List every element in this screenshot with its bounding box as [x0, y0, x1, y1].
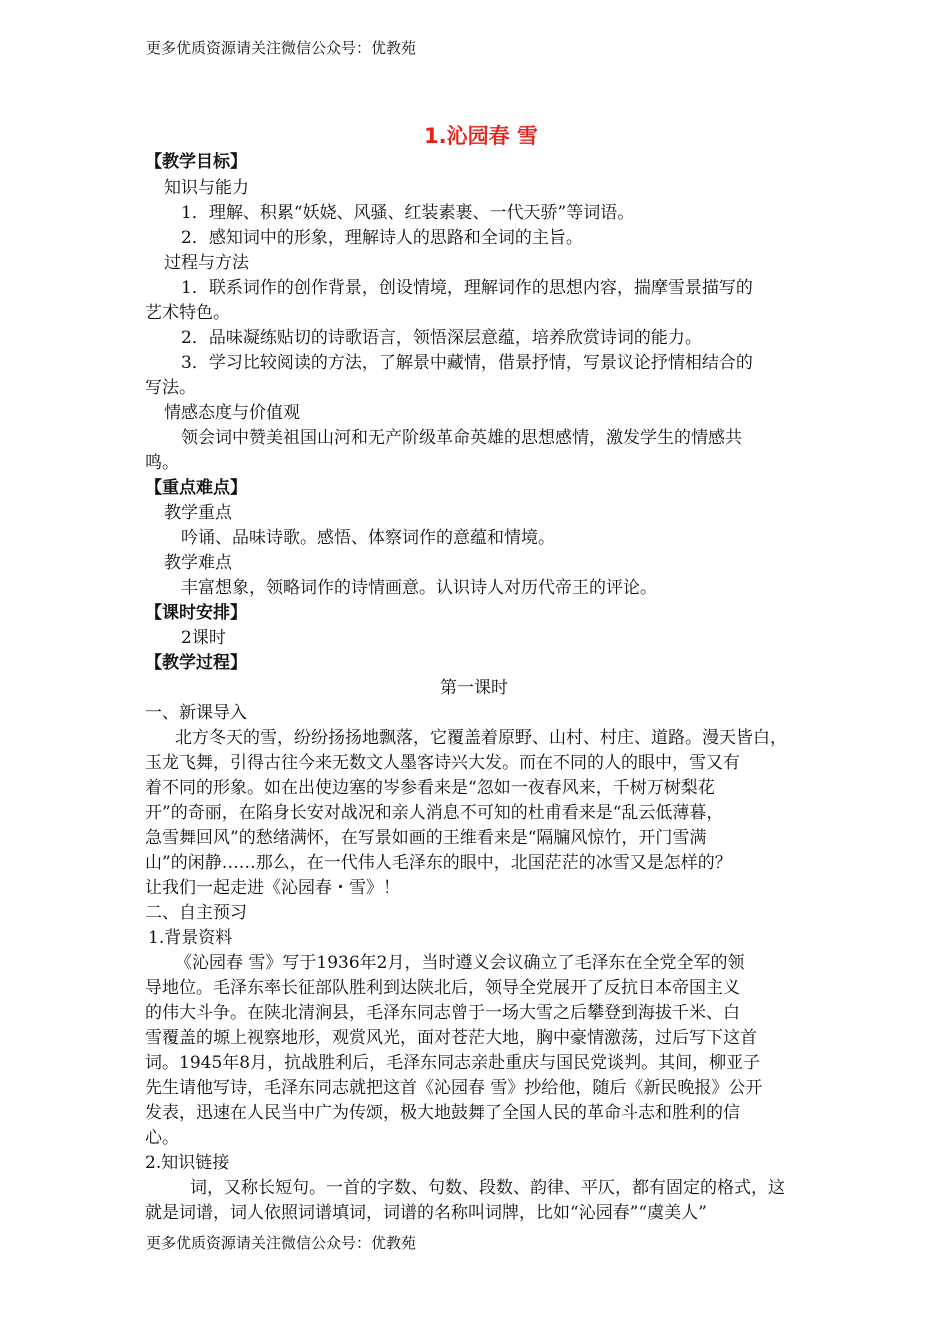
- paragraph-line: 《沁园春 雪》写于1936年2月，当时遵义会议确立了毛泽东在全党全军的领: [175, 953, 745, 973]
- footer-note: 更多优质资源请关注微信公众号：优教苑: [146, 1234, 417, 1252]
- subheading-focus: 教学重点: [164, 503, 232, 523]
- paragraph-line: 山”的闲静……那么，在一代伟人毛泽东的眼中，北国茫茫的冰雪又是怎样的？: [145, 853, 732, 873]
- objective-item: 领会词中赞美祖国山河和无产阶级革命英雄的思想感情，激发学生的情感共: [181, 428, 742, 448]
- section-heading-keypoints: 【重点难点】: [145, 478, 247, 498]
- objective-item: 2．感知词中的形象，理解诗人的思路和全词的主旨。: [181, 228, 583, 248]
- paragraph-line: 的伟大斗争。在陕北清涧县，毛泽东同志曾于一场大雪之后攀登到海拔千米、白: [145, 1003, 740, 1023]
- header-note: 更多优质资源请关注微信公众号：优教苑: [146, 39, 417, 57]
- subheading-background: 1.背景资料: [148, 928, 233, 948]
- objective-item-cont: 艺术特色。: [145, 303, 230, 323]
- section-heading-schedule: 【课时安排】: [145, 603, 247, 623]
- objective-item-cont: 鸣。: [145, 453, 179, 473]
- paragraph-line: 让我们一起走进《沁园春・雪》！: [145, 878, 400, 898]
- objective-item-cont: 写法。: [145, 378, 196, 398]
- objective-item: 1．联系词作的创作背景，创设情境，理解词作的思想内容，揣摩雪景描写的: [181, 278, 753, 298]
- document-title: 1.沁园春 雪: [424, 124, 538, 148]
- section-heading-process: 【教学过程】: [145, 653, 247, 673]
- paragraph-line: 发表，迅速在人民当中广为传颂，极大地鼓舞了全国人民的革命斗志和胜利的信: [145, 1103, 740, 1123]
- objective-item: 1．理解、积累“妖娆、风骚、红装素裹、一代天骄”等词语。: [181, 203, 635, 223]
- paragraph-line: 词，又称长短句。一首的字数、句数、段数、韵律、平仄，都有固定的格式，这: [190, 1178, 785, 1198]
- subheading-knowledge-link: 2.知识链接: [145, 1153, 230, 1173]
- paragraph-line: 丰富想象，领略词作的诗情画意。认识诗人对历代帝王的评论。: [181, 578, 657, 598]
- objective-item: 3．学习比较阅读的方法，了解景中藏情，借景抒情，写景议论抒情相结合的: [181, 353, 753, 373]
- paragraph-line: 心。: [145, 1128, 179, 1148]
- lesson-heading: 第一课时: [440, 678, 508, 698]
- section-heading-objectives: 【教学目标】: [145, 152, 247, 172]
- paragraph-line: 急雪舞回风”的愁绪满怀，在写景如画的王维看来是“隔牖风惊竹，开门雪满: [145, 828, 707, 848]
- paragraph-line: 着不同的形象。如在出使边塞的岑参看来是“忽如一夜春风来，千树万树梨花: [145, 778, 715, 798]
- paragraph-line: 导地位。毛泽东率长征部队胜利到达陕北后，领导全党展开了反抗日本帝国主义: [145, 978, 740, 998]
- subheading-intro: 一、新课导入: [145, 703, 247, 723]
- paragraph-line: 玉龙飞舞，引得古往今来无数文人墨客诗兴大发。而在不同的人的眼中，雪又有: [145, 753, 740, 773]
- paragraph-line: 词。1945年8月，抗战胜利后，毛泽东同志亲赴重庆与国民党谈判。其间，柳亚子: [145, 1053, 761, 1073]
- paragraph-line: 开”的奇丽，在陷身长安对战况和亲人消息不可知的杜甫看来是“乱云低薄暮，: [145, 803, 724, 823]
- subheading-preview: 二、自主预习: [145, 903, 247, 923]
- paragraph-line: 北方冬天的雪，纷纷扬扬地飘落，它覆盖着原野、山村、村庄、道路。漫天皆白，: [175, 728, 787, 748]
- paragraph-line: 雪覆盖的塬上视察地形，观赏风光，面对苍茫大地，胸中豪情激荡，过后写下这首: [145, 1028, 757, 1048]
- subheading-difficulty: 教学难点: [164, 553, 232, 573]
- subheading-knowledge: 知识与能力: [164, 178, 249, 198]
- paragraph-line: 吟诵、品味诗歌。感悟、体察词作的意蕴和情境。: [181, 528, 555, 548]
- objective-item: 2．品味凝练贴切的诗歌语言，领悟深层意蕴，培养欣赏诗词的能力。: [181, 328, 702, 348]
- paragraph-line: 2课时: [181, 628, 226, 648]
- paragraph-line: 先生请他写诗，毛泽东同志就把这首《沁园春 雪》抄给他，随后《新民晚报》公开: [145, 1078, 763, 1098]
- subheading-process: 过程与方法: [164, 253, 249, 273]
- subheading-attitude: 情感态度与价值观: [164, 403, 300, 423]
- paragraph-line: 就是词谱，词人依照词谱填词，词谱的名称叫词牌，比如“沁园春”“虞美人”: [145, 1203, 707, 1223]
